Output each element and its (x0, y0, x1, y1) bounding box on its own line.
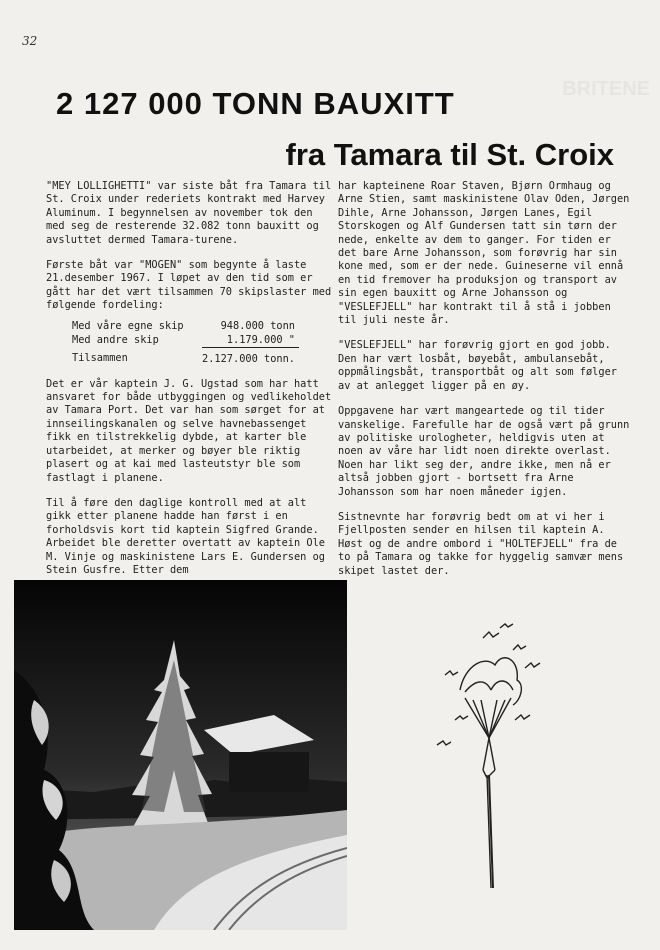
table-cell-value: 948.000 tonn (220, 319, 295, 332)
paragraph: Første båt var "MOGEN" som begynte å laste 21.desember 1967. I løpet av den tid som er gått har det vært tilsammen 70 skipslaster med følgende fordeling: (46, 259, 332, 312)
table-cell-label: Med andre skip (72, 333, 159, 346)
table-cell-value: 1.179.000 " (202, 333, 299, 348)
paragraph: Til å føre den daglige kontroll med at alt gikk etter planene hadde han først i en forholdsvis kort tid kaptein Sigfred Grande. Arbeidet ble deretter overtatt av kaptein Ole M. Vinje og maskinistene Lars E. Gundersen og Stein Gusfre. Etter dem (46, 496, 325, 576)
table-row-total (46, 347, 299, 366)
right-column (338, 180, 630, 590)
paragraph: har kapteinene Roar Staven, Bjørn Ormhaug og Arne Stien, samt maskinistene Olav Oden, Jørgen Dihle, Arne Johansson, Jørgen Lanes, Egil Storskogen og Alf Gundersen tatt sin tørn der nede, enkelte av dem to ganger. For tiden er det bare Arne Johansson, som forøvrig har sin kone med, som er der nede. Guineserne vil ennå en tid fremover ha produksjon og transport av sin egen bauxitt og Arne Johansson og "VESLEFJELL" har kontrakt til å stå i jobben til juli neste år. (338, 180, 630, 327)
table-cell-label: Tilsammen (72, 352, 128, 365)
table-row (46, 333, 299, 348)
paragraph: "MEY LOLLIGHETTI" var siste båt fra Tamara til St. Croix under rederiets kontrakt med Harvey Aluminum. I begynnelsen av november tok den med seg de resterende 32.082 tonn bauxitt og avsluttet dermed Tamara-turene. (46, 180, 332, 246)
table-cell-label: Med våre egne skip (72, 319, 184, 332)
headline-line-2: fra Tamara til St. Croix (285, 137, 614, 172)
paragraph: Sistnevnte har forøvrig bedt om at vi her i Fjellposten sender en hilsen til kaptein A. Høst og de andre ombord i "HOLTEFJELL" fra de to på Tamara og takke for hyggelig samvær mens skipet lastet der. (338, 510, 624, 577)
shipment-table (46, 319, 299, 366)
left-column (46, 180, 336, 589)
page-number: 32 (22, 34, 38, 48)
winter-landscape-photo (14, 580, 347, 930)
paragraph: "VESLEFJELL" har forøvrig gjort en god jobb. Den har vært losbåt, bøyebåt, ambulansebåt, oppmålingsbåt, transportbåt og alt som følger av at anlegget ligger på en øy. (338, 339, 617, 392)
table-cell-value: 2.127.000 tonn. (202, 352, 295, 365)
show-through-text: BRITENE (562, 78, 650, 100)
wheat-sheaf-drawing (425, 620, 555, 890)
paragraph: Det er vår kaptein J. G. Ugstad som har hatt ansvaret for både utbyggingen og vedlikeholdet av Tamara Port. Det var han som sørget for at innseilingskanalen og selve havnebassenget fikk en tilstrekkelig dybde, at karter ble utarbeidet, at merker og bøyer ble riktig plasert og at kai med lasteutstyr ble som fastlagt i planene. (46, 377, 332, 484)
table-row (46, 319, 299, 333)
headline-line-1: 2 127 000 TONN BAUXITT (56, 86, 455, 121)
paragraph: Oppgavene har vært mangeartede og til tider vanskelige. Farefulle har de også vært på grunn av politiske urologheter, heldigvis uten at noen av våre har lidt noen direkte overlast. Noen har likt seg der, andre ikke, men nå er altså jobben gjort - bortsett fra Arne Johansson som har noen måneder igjen. (338, 405, 630, 498)
